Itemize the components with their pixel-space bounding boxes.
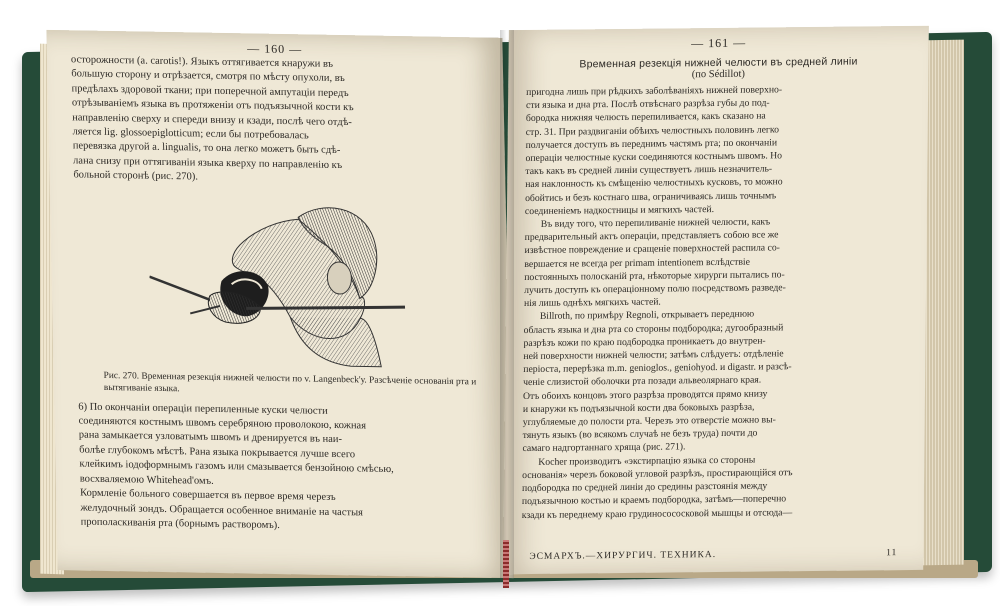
text-line: осторожности (a. carotis!). Языкъ оттягивается кнаружи въ — [70, 54, 334, 70]
book-gutter — [500, 30, 514, 578]
text-line: больной сторонѣ (рис. 270). — [73, 169, 199, 183]
text-line: 6) По окончаніи операціи перепиленные куски челюсти — [78, 401, 328, 417]
text-line: нія лишь однѣхъ мягкихъ частей. — [523, 296, 661, 310]
text-line: кзади къ переднему краю грудиносососковой мышцы и отсюда— — [521, 506, 793, 521]
left-top-text — [71, 53, 482, 190]
text-line: ней поверхности нижней челюсти; затѣмъ слѣдуетъ: отдѣленіе — [523, 348, 784, 363]
text-line: сти языка и дна рта. Послѣ отвѣснаго разрѣза губы до под- — [526, 97, 770, 112]
text-line: Отъ обоихъ концовъ этого разрѣза проводятся прямо книзу — [522, 388, 768, 402]
text-line: постоянныхъ полосканій рта, нѣкоторые хирурги пытались по- — [524, 269, 785, 283]
text-line: большую сторону и отрѣзается, смотря по мѣсту опухоли, въ — [71, 68, 345, 85]
text-line: болѣе глубокомъ мѣстѣ. Рана языка покрывается лучше всего — [79, 444, 356, 461]
text-line: періоста, перерѣзка m.m. genioglos., geniohyod. и digastr. и разсѣ- — [523, 361, 792, 376]
right-body-text — [522, 82, 911, 522]
text-line: ляется lig. glossoepiglotticum; если бы потребовалась — [72, 126, 309, 142]
running-footer: ЭСМАРХЪ.—ХИРУРГИЧ. ТЕХНИКА. — [529, 550, 717, 562]
page-number-left: — 160 — — [247, 41, 303, 57]
text-line: область языка и дна рта со стороны подбородка; дугообразный — [523, 321, 784, 336]
page-footer — [529, 548, 897, 562]
text-line: отрѣзываніемъ языка въ протяженіи отъ подъязычной кости къ — [71, 97, 354, 114]
text-line: и кнаружи къ подъязычной кости два боковыхъ разрѣза, — [522, 401, 755, 415]
text-line: такъ какъ въ средней линіи существуетъ лишь незначитель- — [525, 163, 773, 178]
text-line: ная наклонность къ смѣщенію челюстныхъ кусковъ, то можно — [525, 176, 783, 191]
text-line: Въ виду того, что перепиливаніе нижней челюсти, какъ — [540, 216, 771, 230]
text-line: предварительный актъ операціи, представляетъ собою все же — [524, 229, 779, 244]
text-line: ченіе слизистой оболочки рта позади альвеолярнаго края. — [523, 374, 762, 389]
text-line: подбородка по средней линіи до средины разстоянія между — [521, 480, 768, 495]
text-line: тянуть языкъ (во всякомъ случаѣ не безъ труда) почти до — [522, 427, 758, 442]
text-line: стр. 31. При раздвиганіи обѣихъ челюстныхъ половинъ легко — [525, 123, 780, 138]
text-line: рана замыкается узловатымъ швомъ и дренируется въ наи- — [78, 429, 343, 446]
section-subtitle: (по Sédillot) — [691, 68, 745, 81]
text-line: прополаскиванія рта (борнымъ растворомъ). — [80, 516, 280, 531]
text-line: бородка нижняя челюсть перепиливается, какъ сказано на — [525, 110, 766, 125]
text-line: лучить доступъ къ операціонному полю посредствомъ разведе- — [524, 282, 786, 297]
text-line: лана снизу при оттягиваніи языка кверху по направленію къ — [73, 155, 343, 171]
text-line: подъязычною костью и краемъ подбородка, затѣмъ—поперечно — [521, 493, 787, 508]
text-line: получается доступъ въ переднимъ частямъ рта; по окончаніи — [525, 137, 778, 151]
headband-ribbon — [503, 540, 509, 588]
text-line: основанія» черезъ боковой угловой разрѣзъ, простирающійся отъ — [522, 467, 793, 481]
text-line: соединеніемъ надкостницы и мягкихъ частей. — [524, 203, 715, 217]
text-line: обойтись и безъ костнаго шва, ограничиваясь лишь точнымъ — [525, 189, 777, 204]
left-bottom-text — [78, 400, 489, 537]
text-line: самаго надгортаннаго хряща (рис. 271). — [522, 441, 686, 455]
text-line: углубляемые до полости рта. Черезъ это отверстіе можно вы- — [522, 414, 776, 429]
signature-number: 11 — [886, 548, 898, 559]
figure-caption: Рис. 270. Временная резекція нижней челюсти по v. Langenbeck'у. Разсѣченіе основанія рта и вытягиваніе языка. — [103, 370, 477, 395]
text-line: направленію сверху и спереди внизу и кзади, послѣ чего отдѣ- — [72, 111, 352, 128]
left-page — [46, 30, 513, 578]
section-title: Временная резекція нижней челюсти въ средней линіи — [579, 55, 858, 71]
text-line: извѣстное повреждение и сращеніе поверхностей распила со- — [524, 242, 780, 257]
text-line: предѣлахъ здоровой ткани; при поперечной ампутаціи передъ — [71, 83, 349, 99]
page-number-right: — 161 — — [691, 35, 747, 51]
illustration-figure-270 — [148, 194, 412, 369]
text-line: Billroth, по примѣру Regnoli, открываетъ переднюю — [539, 309, 755, 323]
text-line: операціи челюстные куски соединяются костнымъ швомъ. Но — [525, 150, 783, 165]
text-line: Кормленіе больного совершается въ первое время черезъ — [79, 487, 336, 504]
text-line: перевязка другой a. lingualis, то она легко можетъ быть сдѣ- — [72, 140, 341, 157]
text-line: пригодна лишь при рѣдкихъ заболѣваніяхъ нижней поверхно- — [526, 84, 783, 98]
text-line: клейкимъ іодоформнымъ газомъ или смазывается бензойною смѣсью, — [79, 458, 394, 476]
text-line: желудочный зондъ. Обращается особенное вниманіе на частыя — [80, 502, 364, 518]
text-line: восхваляемою Whitehead'омъ. — [79, 473, 214, 487]
text-line: разрѣзъ кожи по краю подбородка проникаетъ до внутрен- — [523, 335, 766, 349]
text-line: вершается не всегда per primam intentionem вслѣдствіе — [524, 256, 750, 270]
engraving-head-illustration — [148, 194, 412, 369]
text-line: соединяются костнымъ швомъ серебряною проволокою, кожная — [78, 415, 367, 432]
right-page — [503, 26, 929, 574]
text-line: Kocher производитъ «экстирпацію языка со стороны — [538, 454, 756, 468]
